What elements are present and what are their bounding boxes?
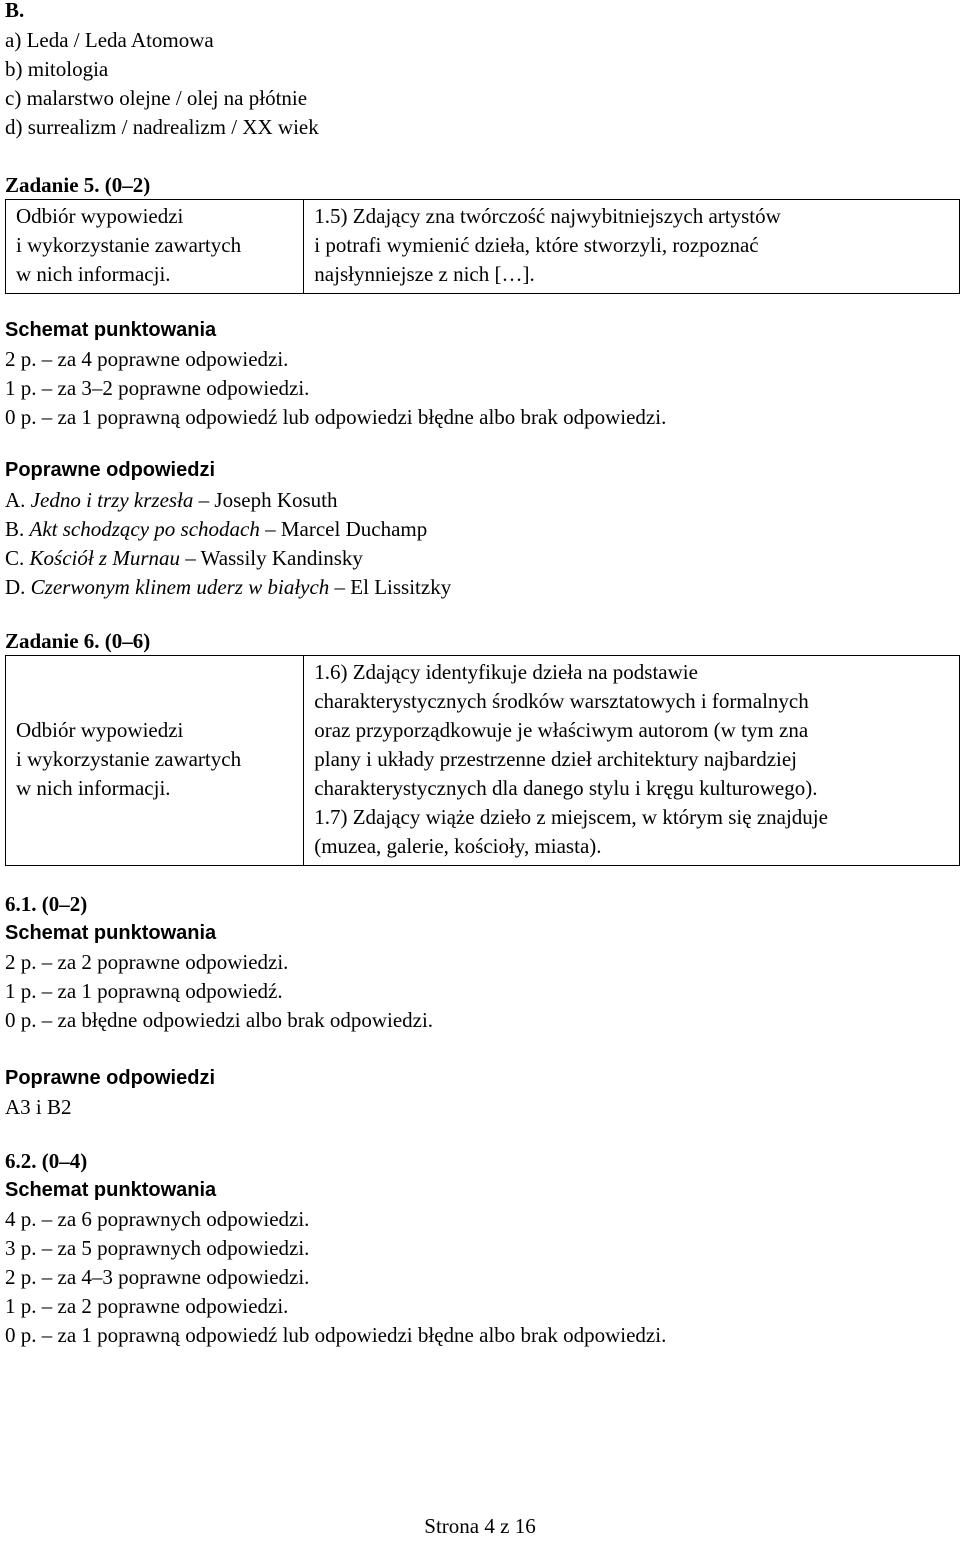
task6-2-scheme-line: 4 p. – za 6 poprawnych odpowiedzi. bbox=[5, 1207, 310, 1231]
task6-right-line: charakterystycznych dla danego stylu i kręgu kulturowego). bbox=[314, 776, 818, 800]
task5-left-line: i wykorzystanie zawartych bbox=[16, 233, 242, 257]
task6-right-line: 1.6) Zdający identyfikuje dzieła na podstawie bbox=[314, 660, 698, 684]
task5-left-line: w nich informacji. bbox=[16, 262, 171, 286]
task5-general-requirement bbox=[6, 200, 304, 294]
task5-scheme-line: 2 p. – za 4 poprawne odpowiedzi. bbox=[5, 347, 289, 371]
answer-line-c: c) malarstwo olejne / olej na płótnie bbox=[5, 86, 308, 110]
answer-line-a: a) Leda / Leda Atomowa bbox=[5, 28, 214, 52]
task5-scheme-line: 0 p. – za 1 poprawną odpowiedź lub odpowiedzi błędne albo brak odpowiedzi. bbox=[5, 405, 667, 429]
task5-answer-d: D. Czerwonym klinem uderz w białych – El Lissitzky bbox=[5, 575, 452, 599]
task5-scheme-heading: Schemat punktowania bbox=[5, 319, 217, 341]
task6-title: Zadanie 6. (0–6) bbox=[5, 629, 151, 653]
answer-line-d: d) surrealizm / nadrealizm / XX wiek bbox=[5, 115, 319, 139]
task5-right-line: najsłynniejsze z nich […]. bbox=[314, 262, 535, 286]
task6-left-line: Odbiór wypowiedzi bbox=[16, 718, 184, 742]
task5-specific-requirement bbox=[304, 200, 960, 294]
task6-1-scheme-heading: Schemat punktowania bbox=[5, 922, 217, 944]
task5-right-line: i potrafi wymienić dzieła, które stworzyli, rozpoznać bbox=[314, 233, 759, 257]
task6-left-line: i wykorzystanie zawartych bbox=[16, 747, 242, 771]
task5-answer-b: B. Akt schodzący po schodach – Marcel Duchamp bbox=[5, 517, 428, 541]
task6-specific-requirement bbox=[304, 656, 960, 866]
task5-right-line: 1.5) Zdający zna twórczość najwybitniejszych artystów bbox=[314, 204, 781, 228]
task5-requirements-table bbox=[5, 199, 960, 294]
task6-left-line: w nich informacji. bbox=[16, 776, 171, 800]
task5-left-line: Odbiór wypowiedzi bbox=[16, 204, 184, 228]
task6-requirements-table bbox=[5, 655, 960, 866]
task5-scheme-line: 1 p. – za 3–2 poprawne odpowiedzi. bbox=[5, 376, 310, 400]
task6-2-scheme-heading: Schemat punktowania bbox=[5, 1179, 217, 1201]
task5-answer-c: C. Kościół z Murnau – Wassily Kandinsky bbox=[5, 546, 363, 570]
task6-1-answers-heading: Poprawne odpowiedzi bbox=[5, 1067, 216, 1089]
task5-answers-heading: Poprawne odpowiedzi bbox=[5, 459, 216, 481]
task6-right-line: plany i układy przestrzenne dzieł architektury najbardziej bbox=[314, 747, 798, 771]
task6-general-requirement bbox=[6, 656, 304, 866]
task6-2-scheme-line: 0 p. – za 1 poprawną odpowiedź lub odpowiedzi błędne albo brak odpowiedzi. bbox=[5, 1323, 667, 1347]
task6-1-scheme-line: 2 p. – za 2 poprawne odpowiedzi. bbox=[5, 950, 289, 974]
section-b-label: B. bbox=[5, 0, 25, 22]
task6-right-line: oraz przyporządkowuje je właściwym autorom (w tym zna bbox=[314, 718, 809, 742]
task6-2-scheme-line: 3 p. – za 5 poprawnych odpowiedzi. bbox=[5, 1236, 310, 1260]
page-number: Strona 4 z 16 bbox=[424, 1514, 536, 1538]
task6-right-line: charakterystycznych środków warsztatowych i formalnych bbox=[314, 689, 809, 713]
task5-answer-a: A. Jedno i trzy krzesła – Joseph Kosuth bbox=[5, 488, 338, 512]
task6-1-title: 6.1. (0–2) bbox=[5, 892, 88, 916]
task6-1-answer: A3 i B2 bbox=[5, 1095, 72, 1119]
task6-right-line: (muzea, galerie, kościoły, miasta). bbox=[314, 834, 602, 858]
task6-right-line: 1.7) Zdający wiąże dzieło z miejscem, w którym się znajduje bbox=[314, 805, 828, 829]
task5-title: Zadanie 5. (0–2) bbox=[5, 173, 151, 197]
task6-1-scheme-line: 1 p. – za 1 poprawną odpowiedź. bbox=[5, 979, 283, 1003]
task6-2-title: 6.2. (0–4) bbox=[5, 1149, 88, 1173]
task6-2-scheme-line: 2 p. – za 4–3 poprawne odpowiedzi. bbox=[5, 1265, 310, 1289]
answer-line-b: b) mitologia bbox=[5, 57, 109, 81]
task6-1-scheme-line: 0 p. – za błędne odpowiedzi albo brak odpowiedzi. bbox=[5, 1008, 434, 1032]
task6-2-scheme-line: 1 p. – za 2 poprawne odpowiedzi. bbox=[5, 1294, 289, 1318]
